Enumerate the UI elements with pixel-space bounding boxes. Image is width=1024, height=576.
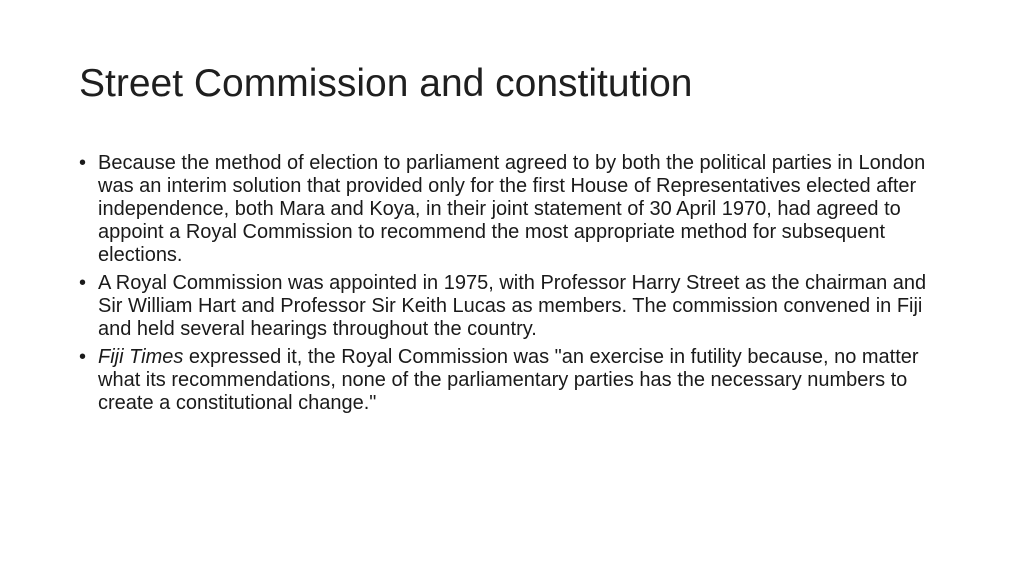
bullet-text: Because the method of election to parliament agreed to by both the political parties in London was an interim solution that provided only for the first House of Representatives elected after independence, both Mara and Koya, in their joint statement of 30 April 1970, had agreed to appoint a Royal Commission to recommend the most appropriate method for subsequent elections. xyxy=(98,152,926,266)
bullet-item xyxy=(79,346,949,415)
bullet-icon: • xyxy=(79,346,87,368)
bullet-list xyxy=(79,152,949,420)
bullet-icon: • xyxy=(79,272,87,294)
bullet-text: A Royal Commission was appointed in 1975, with Professor Harry Street as the chairman and Sir William Hart and Professor Sir Keith Lucas as members. The commission convened in Fiji and held several hearings throughout the country. xyxy=(98,272,927,340)
slide-title: Street Commission and constitution xyxy=(79,62,693,105)
bullet-text: expressed it, the Royal Commission was "an exercise in futility because, no matter what its recommendations, none of the parliamentary parties has the necessary numbers to create a constitutional change." xyxy=(98,346,919,414)
bullet-icon: • xyxy=(79,152,87,174)
bullet-item xyxy=(79,272,949,341)
bullet-italic-lead: Fiji Times xyxy=(98,346,184,368)
bullet-item xyxy=(79,152,949,267)
